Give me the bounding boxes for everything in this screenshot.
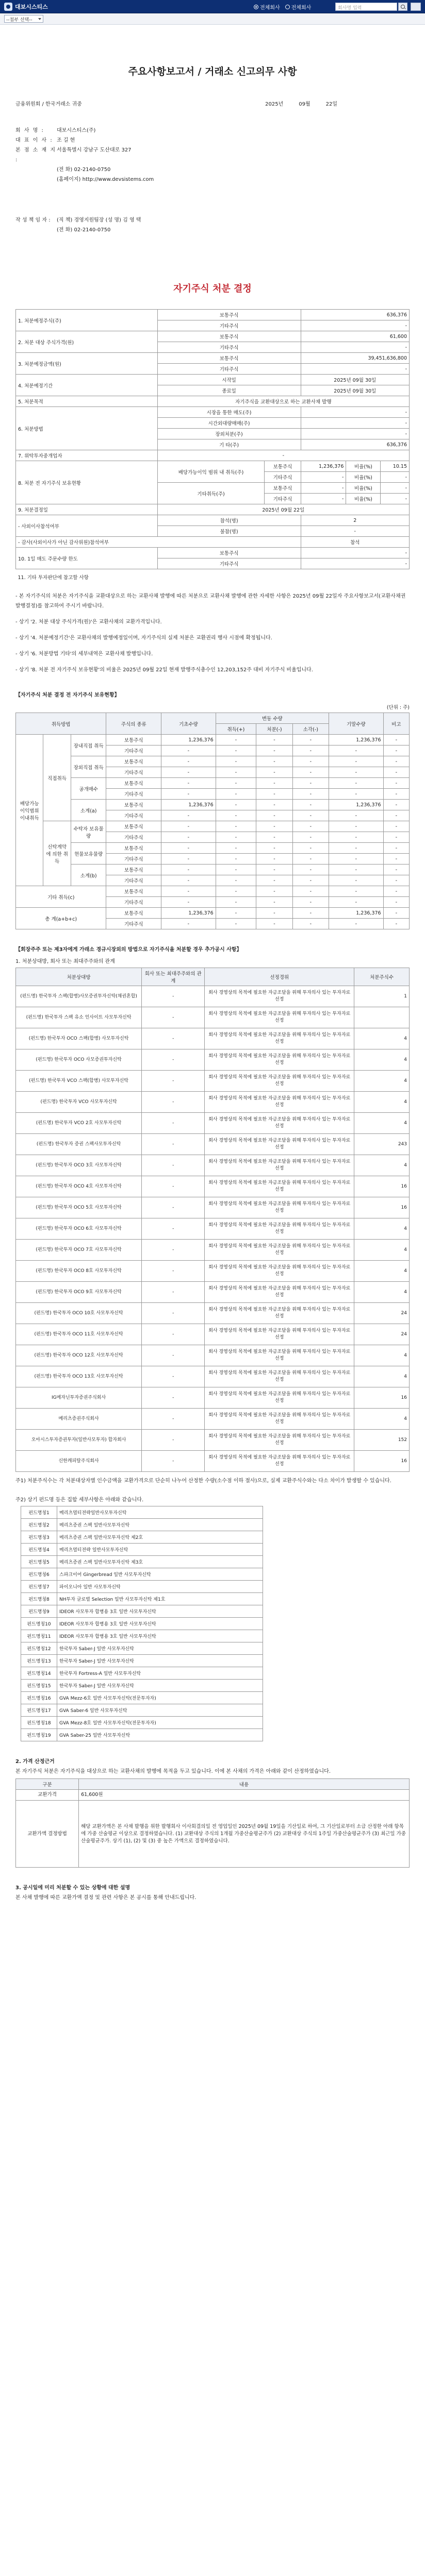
radio-all-company[interactable]: 전체회사 (254, 3, 280, 11)
section-3-title: 3. 공시일에 미리 처분할 수 있는 상황에 대한 설명 (15, 1885, 130, 1891)
table-row: 소계(a) 보통주식 1,236,376 - - - 1,236,376 - (16, 800, 410, 810)
table-row: 불참(명) - (16, 526, 410, 537)
search-icon[interactable] (398, 3, 407, 11)
table-row: - 감사(사외이사가 아닌 감사위원)참석여부 참석 (16, 537, 410, 548)
report-document (15, 33, 410, 1902)
radio-off-icon (285, 5, 290, 9)
attachment-bar (0, 13, 425, 25)
disposal-summary-table (15, 309, 410, 582)
table-row: 2. 처분 대상 주식가격(원) 보통주식 61,600 (16, 331, 410, 342)
info-row: 본 점 소 재 지 : 서울특별시 강남구 도산대로 327 (15, 147, 132, 163)
table-row: (펀드명) 한국투자 OCO 8호 사모투자신탁 - 회사 경영상의 목적에 필요한 자금조달을 위해 투자의사 있는 투자자로 선정 4 (16, 1261, 410, 1282)
info-row: (전 화) 02-2140-0750 (57, 167, 111, 173)
col-selection: 선정경위 (205, 968, 354, 986)
table-row: 8. 처분 전 자기주식 보유현황 배당가능이익 범위 내 취득(주) 보통주식 1,236,376 비율(%) 10.15 (16, 461, 410, 472)
table-row: 신탁계약에 의한 취득 수탁자 보유물량 보통주식 - - - - - - (16, 821, 410, 832)
table-row: 펀드명칭9 IDEOR 사모투자 합병용 3호 일반 사모투자신탁 (21, 1605, 263, 1618)
price-table (15, 1778, 410, 1868)
table-row: (펀드명) 한국투자 OCO 사모증권투자신탁 - 회사 경영상의 목적에 필요한 자금조달을 위해 투자의사 있는 투자자로 선정 4 (16, 1049, 410, 1071)
table-row: 총 계(a+b+c) 보통주식 1,236,376 - - - 1,236,376 - (16, 908, 410, 919)
section-3-text: 본 사채 발행에 따른 교환가액 결정 및 관련 사항은 본 공시를 통해 안내드립니다. (15, 1895, 197, 1901)
table-row: (펀드명) 한국투자 스팩 유소 인사이트 사모투자신탁 - 회사 경영상의 목적에 필요한 자금조달을 위해 투자의사 있는 투자자로 선정 (16, 1007, 410, 1028)
subsection-title: 1. 처분상대방, 회사 또는 최대주주와의 관계 (15, 959, 115, 964)
table-row: 7. 위탁투자중개업자 - (16, 450, 410, 461)
search-scope (254, 3, 311, 11)
table-row: 기타주식 - (16, 364, 410, 375)
logo-icon (4, 3, 12, 11)
table-row: (펀드명) 한국투자 OCO 4호 사모투자신탁 - 회사 경영상의 목적에 필요한 자금조달을 위해 투자의사 있는 투자자로 선정 16 (16, 1176, 410, 1197)
additional-disclosure-title: 【회장주주 또는 제3자에게 가래소 경규시장외의 방법으로 자기주식을 처분할 경우 추가공시 사항】 (15, 947, 242, 953)
attachment-select[interactable]: --첨부 선택-- (4, 15, 43, 23)
table-row: 기타주식 - (16, 342, 410, 353)
note-line: - 상기 '2. 처분 대상 주식가격(원)'은 교환사채의 교환가격입니다. (15, 619, 162, 625)
table-row: 소계(b) 보통주식 - - - - - - (16, 865, 410, 875)
table-row: 기타주식 - (16, 558, 410, 569)
table-row: IG메자닌투자증권주식회사 - 회사 경영상의 목적에 필요한 자금조달을 위해 투자의사 있는 투자자로 선정 16 (16, 1387, 410, 1409)
table-row: 펀드명칭17 GVA Saber-6 일반 사모투자신탁 (21, 1704, 263, 1717)
table-row: 시간외대량매매(주) - (16, 418, 410, 429)
info-row: (전 화) 02-2140-0750 (57, 227, 111, 233)
table-row: 기타주식 - - - - - - (16, 832, 410, 843)
note-line: - 상기 '6. 처분방법 기타'의 세부내역은 교환사채 발행입니다. (15, 651, 153, 657)
info-row: (홈페이지) http://www.devsistems.com (57, 177, 154, 182)
table-row: 6. 처분방법 시장을 통한 매도(주) - (16, 407, 410, 418)
info-row: 작 성 책 임 자 : (직 책) 경영지원팀장 (성 명) 김 영 택 (15, 217, 141, 223)
table-row: 펀드명칭18 GVA Mezz-8호 일반 사모투자신탁(전문투자자) (21, 1717, 263, 1729)
table-row: 기타주식 - - - - - - (16, 854, 410, 865)
table-row: 기타 취득(c) 보통주식 - - - - - - (16, 886, 410, 897)
table-row: 기타주식 - - - - - - (16, 745, 410, 756)
table-row: 펀드명칭7 파이오니아 일반 사모투자신탁 (21, 1581, 263, 1593)
table-row: 오아시스투자증권투자(일반사모투자) 합자회사 - 회사 경영상의 목적에 필요한 자금조달을 위해 투자의사 있는 투자자로 선정 152 (16, 1430, 410, 1451)
table-row: 펀드명칭2 메리츠증권 스팩 일반사모투자신탁 (21, 1519, 263, 1531)
table-row: 펀드명칭14 한국투자 Fortress-A 일반 사모투자신탁 (21, 1667, 263, 1680)
table-row: 펀드명칭19 GVA Saber-25 일반 사모투자신탁 (21, 1729, 263, 1741)
table-row: 기타주식 - - - - - - (16, 767, 410, 778)
table-row: 펀드명칭3 메리츠증권 스팩 일반사모투자신탁 제2호 (21, 1531, 263, 1544)
table-row: 기타주식 - 비율(%) - (16, 494, 410, 504)
table-row: 현물보유물량 보통주식 - - - - - - (16, 843, 410, 854)
col-note: 비고 (383, 713, 409, 735)
table-row: 기타주식 - 비율(%) - (16, 472, 410, 483)
price-basis-title: 2. 가격 산정근거 (15, 1759, 55, 1765)
note-shares: 주1) 처분주식수는 각 처분대상자별 인수금액을 교환가격으로 단순히 나누어 산정한 수량(소수점 이하 절사)으로, 실제 교환주식수와는 다소 차이가 발생할 수 있습니다. (15, 1478, 391, 1484)
table-row: (펀드명) 한국투자 OCO 3호 사모투자신탁 - 회사 경영상의 목적에 필요한 자금조달을 위해 투자의사 있는 투자자로 선정 4 (16, 1155, 410, 1176)
table-row: 9. 처분결정일 2025년 09월 22일 (16, 504, 410, 515)
table-row: 장외직접 취득 보통주식 - - - - - - (16, 756, 410, 767)
table-row: 펀드명칭8 NH투자 글로벌 Selection 일반 사모투자신탁 제1호 (21, 1593, 263, 1605)
holdings-table (15, 713, 410, 929)
radio-company[interactable]: 전체회사 (285, 3, 312, 11)
table-row: 11. 기타 투자판단에 참고할 사항 (18, 575, 89, 581)
col-type: 구분 (16, 1779, 79, 1790)
table-row: 기타주식 - - - - - - (16, 919, 410, 929)
table-row: (펀드명) 한국투자 증권 스팩사모투자신탁 - 회사 경영상의 목적에 필요한 자금조달을 위해 투자의사 있는 투자자로 선정 243 (16, 1134, 410, 1155)
table-row: 장외처분(주) - (16, 429, 410, 439)
table-row: - 사외이사참석여부 참석(명) 2 (16, 515, 410, 526)
fund-table (21, 1506, 263, 1741)
unit-label: (단위 : 주) (386, 705, 410, 710)
col-disp: 처분(-) (256, 724, 292, 735)
info-row: 회 사 명 : 대보시스티스(주) (15, 128, 96, 133)
top-bar (0, 0, 425, 13)
col-relation: 회사 또는 최대주주와의 관계 (142, 968, 205, 986)
recipient: 금융위원회 / 한국거래소 귀중 (15, 101, 82, 107)
table-row: 펀드명칭10 IDEOR 사모투자 합병용 3호 일반 사모투자신탁 (21, 1618, 263, 1630)
col-counterparty: 처분상대방 (16, 968, 142, 986)
col-end: 기말수량 (329, 713, 384, 735)
table-row: 펀드명칭12 한국투자 Saber-J 일반 사모투자신탁 (21, 1642, 263, 1655)
report-date: 2025년 09월 22일 (265, 101, 337, 107)
col-ret: 소각(-) (292, 724, 329, 735)
table-row: 펀드명칭16 GVA Mezz-6호 일반 사모투자신탁(전문투자자) (21, 1692, 263, 1704)
table-row: 공개매수 보통주식 - - - - - - (16, 778, 410, 789)
price-basis-text: 본 자기주식 처분은 자기주식을 대상으로 하는 교환사채의 발행에 목적을 두고 있습니다. 이에 본 사채의 가격은 아래와 같이 산정하였습니다. (15, 1769, 331, 1774)
table-row: 교환가액 결정방법 해당 교환가액은 본 사채 발행을 위한 발행회사 이사회결의일 전 영업일인 2025년 09월 19일을 기산일로 하여, 그 기산일로부터 소급 산정한 아래 항목에 가중 산술평균 이상으로 결정하였습니다. (1) 교환대상 주식의 1개월 가중산술평균주가 (2) 교환대상 주식의 1주일 가중산술평균주가 (3) 최근일 가중산술평균주가. 상기 (1), (2) 및 (3) 중 높은 가액으로 결정하였습니다. (16, 1801, 410, 1868)
note-funds: 주2) 상기 펀드명 등은 집합 세부사항은 아래와 같습니다. (15, 1497, 144, 1503)
table-row: 기타주식 - (16, 320, 410, 331)
table-row: 기타주식 - - - - - - (16, 897, 410, 908)
notes (15, 591, 410, 675)
menu-button[interactable] (411, 3, 421, 11)
site-logo[interactable]: 대보시스티스 (4, 2, 48, 11)
table-row: 교환가격 61,600원 (16, 1790, 410, 1801)
info-row: 대 표 이 사 : 조 길 현 (15, 138, 75, 143)
note-line: - 상기 '8. 처분 전 자기주식 보유현황'의 비율은 2025년 09월 22일 현재 발행주식총수인 12,203,152주 대비 자기주식 비율입니다. (15, 667, 313, 673)
col-method: 취득방법 (16, 713, 106, 735)
radio-on-icon (254, 5, 258, 9)
table-row: (펀드명) 한국투자 VCO 스팩(합병) 사모투자신탁 - 회사 경영상의 목적에 필요한 자금조달을 위해 투자의사 있는 투자자로 선정 4 (16, 1071, 410, 1092)
table-row: 기타주식 - - - - - - (16, 810, 410, 821)
section-title: 자기주식 처분 결정 (173, 283, 252, 294)
col-kind: 주식의 종류 (106, 713, 161, 735)
note-line: - 상기 '4. 처분예정기간'은 교환사채의 발행예정일이며, 자기주식의 실제 처분은 교환권리 행사 시점에 확정됩니다. (15, 635, 272, 641)
col-change: 변동 수량 (216, 713, 329, 724)
table-row: 기 타(주) 636,376 (16, 439, 410, 450)
table-row: (펀드명) 한국투자 OCO 11호 사모투자신탁 - 회사 경영상의 목적에 필요한 자금조달을 위해 투자의사 있는 투자자로 선정 24 (16, 1324, 410, 1345)
table-row: 펀드명칭5 메리츠증권 스팩 일반사모투자신탁 제3호 (21, 1556, 263, 1568)
table-row: 기타주식 - - - - - - (16, 875, 410, 886)
table-row: 10. 1일 매도 주문수량 한도 보통주식 - (16, 548, 410, 558)
table-row: (펀드명) 한국투자 스팩(합병)사모증권투자신탁(채권혼합) - 회사 경영상의 목적에 필요한 자금조달을 위해 투자의사 있는 투자자로 선정 1 (16, 986, 410, 1007)
report-title: 주요사항보고서 / 거래소 신고의무 사항 (128, 66, 297, 77)
table-row: 펀드명칭11 IDEOR 사모투자 합병용 3호 일반 사모투자신탁 (21, 1630, 263, 1642)
table-row: 펀드명칭6 스파크이어 Gingerbread 일반 사모투자신탁 (21, 1568, 263, 1581)
writer-info (15, 215, 410, 235)
table-row: (펀드명) 한국투자 OCO 7호 사모투자신탁 - 회사 경영상의 목적에 필요한 자금조달을 위해 투자의사 있는 투자자로 선정 4 (16, 1240, 410, 1261)
table-row: 배당가능이익범위이내취득 직접취득 장내직접 취득 보통주식 1,236,376 - - - 1,236,376 - (16, 735, 410, 745)
col-shares: 처분주식수 (354, 968, 410, 986)
table-row: 펀드명칭15 한국투자 Saber-J 일반 사모투자신탁 (21, 1680, 263, 1692)
table-row: (펀드명) 한국투자 VCO 사모투자신탁 - 회사 경영상의 목적에 필요한 자금조달을 위해 투자의사 있는 투자자로 선정 4 (16, 1092, 410, 1113)
table-row: (펀드명) 한국투자 OCO 스팩(합병) 사모투자신탁 - 회사 경영상의 목적에 필요한 자금조달을 위해 투자의사 있는 투자자로 선정 4 (16, 1028, 410, 1049)
company-search-input[interactable]: 회사명 입력 (335, 3, 397, 11)
table-row: 펀드명칭4 메리츠멀티전략 일반사모투자신탁 (21, 1544, 263, 1556)
table-row: (펀드명) 한국투자 OCO 9호 사모투자신탁 - 회사 경영상의 목적에 필요한 자금조달을 위해 투자의사 있는 투자자로 선정 4 (16, 1282, 410, 1303)
table-row: 펀드명칭1 메리츠멀티전략일반사모투자신탁 (21, 1506, 263, 1519)
col-acq: 취득(+) (216, 724, 256, 735)
table-row: (펀드명) 한국투자 OCO 12호 사모투자신탁 - 회사 경영상의 목적에 필요한 자금조달을 위해 투자의사 있는 투자자로 선정 4 (16, 1345, 410, 1366)
table-row: 기타취득(주) 보통주식 - 비율(%) - (16, 483, 410, 494)
date-line (15, 99, 410, 107)
table-row: 메리츠증권주식회사 - 회사 경영상의 목적에 필요한 자금조달을 위해 투자의사 있는 투자자로 선정 4 (16, 1409, 410, 1430)
counterparty-table (15, 968, 410, 1472)
table-row: (펀드명) 한국투자 OCO 13호 사모투자신탁 - 회사 경영상의 목적에 필요한 자금조달을 위해 투자의사 있는 투자자로 선정 4 (16, 1366, 410, 1387)
note-line: - 본 자기주식의 처분은 자기주식을 교환대상으로 하는 교환사채 발행에 따른 처분으로 교환사채 발행에 관한 자세한 사항은 2025년 09월 22일자 주요사항보고서(교환사채권발행결정)를 참고하여 주시기 바랍니다. (15, 594, 406, 609)
col-begin: 기초수량 (161, 713, 216, 735)
table-row: (펀드명) 한국투자 OCO 5호 사모투자신탁 - 회사 경영상의 목적에 필요한 자금조달을 위해 투자의사 있는 투자자로 선정 16 (16, 1197, 410, 1218)
holdings-title: 【자기주식 처분 결정 전 자기주식 보유현황】 (15, 692, 120, 698)
table-row: 종료일 2025년 09월 30일 (16, 385, 410, 396)
table-row: (펀드명) 한국투자 VCO 2호 사모투자신탁 - 회사 경영상의 목적에 필요한 자금조달을 위해 투자의사 있는 투자자로 선정 4 (16, 1113, 410, 1134)
col-content: 내용 (79, 1779, 410, 1790)
company-info (15, 126, 410, 184)
table-row: 3. 처분예정금액(원) 보통주식 39,451,636,800 (16, 353, 410, 364)
table-row: 펀드명칭13 한국투자 Saber-J 일반 사모투자신탁 (21, 1655, 263, 1667)
table-row: (펀드명) 한국투자 OCO 10호 사모투자신탁 - 회사 경영상의 목적에 필요한 자금조달을 위해 투자의사 있는 투자자로 선정 24 (16, 1303, 410, 1324)
table-row: 1. 처분예정주식(주) 보통주식 636,376 (16, 310, 410, 320)
table-row: 신한캐피탈주식회사 - 회사 경영상의 목적에 필요한 자금조달을 위해 투자의사 있는 투자자로 선정 16 (16, 1451, 410, 1472)
table-row: 5. 처분목적 자기주식을 교환대상으로 하는 교환사채 발행 (16, 396, 410, 407)
table-row: 기타주식 - - - - - - (16, 789, 410, 800)
table-row: (펀드명) 한국투자 OCO 6호 사모투자신탁 - 회사 경영상의 목적에 필요한 자금조달을 위해 투자의사 있는 투자자로 선정 4 (16, 1218, 410, 1240)
table-row: 4. 처분예정기간 시작일 2025년 09월 30일 (16, 375, 410, 385)
